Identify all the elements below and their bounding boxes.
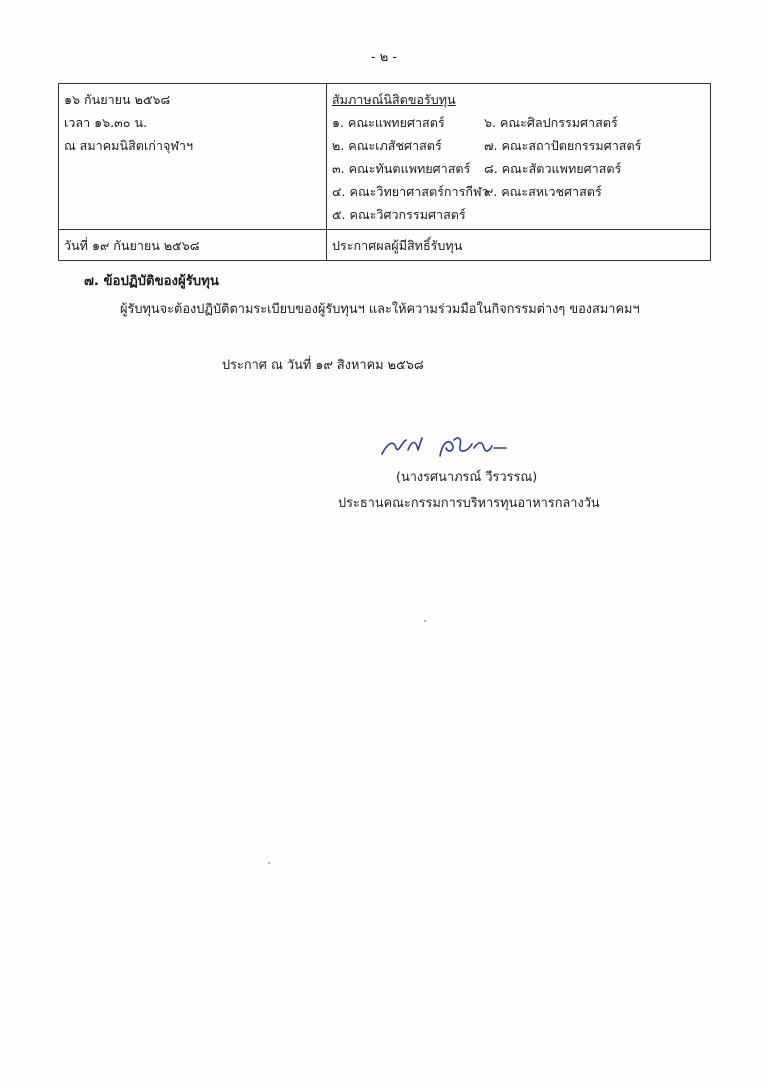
table-row xyxy=(59,230,711,261)
table-row xyxy=(59,84,711,230)
interview-title: สัมภาษณ์นิสิตขอรับทุน xyxy=(332,92,456,107)
faculty-list xyxy=(332,111,705,226)
faculty-item: ๑. คณะแพทยศาสตร์ xyxy=(332,115,445,130)
faculty-item: ๖. คณะศิลปกรรมศาสตร์ xyxy=(484,115,618,130)
section-body: ผู้รับทุนจะต้องปฏิบัติตามระเบียบของผู้รับทุนฯ และให้ความร่วมมือในกิจกรรมต่างๆ ของสมาคมฯ xyxy=(120,302,640,317)
faculty-item: ๘. คณะสัตวแพทยศาสตร์ xyxy=(484,161,622,176)
interview-venue: ณ สมาคมนิสิตเก่าจุฬาฯ xyxy=(64,138,194,153)
page-number: - ๒ - xyxy=(370,50,398,65)
result-date: วันที่ ๑๙ กันยายน ๒๕๖๘ xyxy=(64,238,200,253)
faculty-item: ๕. คณะวิศวกรรมศาสตร์ xyxy=(332,207,466,222)
schedule-date-cell xyxy=(59,230,327,261)
faculty-item: ๓. คณะทันตแพทยศาสตร์ xyxy=(332,161,471,176)
schedule-date-cell xyxy=(59,84,327,230)
schedule-activity-cell xyxy=(327,230,711,261)
interview-date: ๑๖ กันยายน ๒๕๖๘ xyxy=(64,92,171,107)
faculty-item: ๒. คณะเภสัชศาสตร์ xyxy=(332,138,442,153)
schedule-table xyxy=(58,83,711,261)
faculty-item: ๙. คณะสหเวชศาสตร์ xyxy=(484,184,602,199)
faculty-item: ๔. คณะวิทยาศาสตร์การกีฬา xyxy=(332,184,489,199)
section-heading: ๗. ข้อปฏิบัติของผู้รับทุน xyxy=(84,274,219,289)
faculty-item: ๗. คณะสถาปัตยกรรมศาสตร์ xyxy=(484,138,642,153)
signer-name: (นางรศนาภรณ์ วีรวรรณ) xyxy=(396,470,538,485)
result-activity: ประกาศผลผู้มีสิทธิ์รับทุน xyxy=(332,238,463,253)
scan-speck xyxy=(268,862,270,864)
announcement-date: ประกาศ ณ วันที่ ๑๙ สิงหาคม ๒๕๖๘ xyxy=(222,358,424,373)
schedule-activity-cell xyxy=(327,84,711,230)
interview-time: เวลา ๑๖.๓๐ น. xyxy=(64,115,148,130)
signer-position: ประธานคณะกรรมการบริหารทุนอาหารกลางวัน xyxy=(338,496,600,511)
handwritten-signature xyxy=(378,428,528,464)
scan-speck xyxy=(424,620,426,622)
